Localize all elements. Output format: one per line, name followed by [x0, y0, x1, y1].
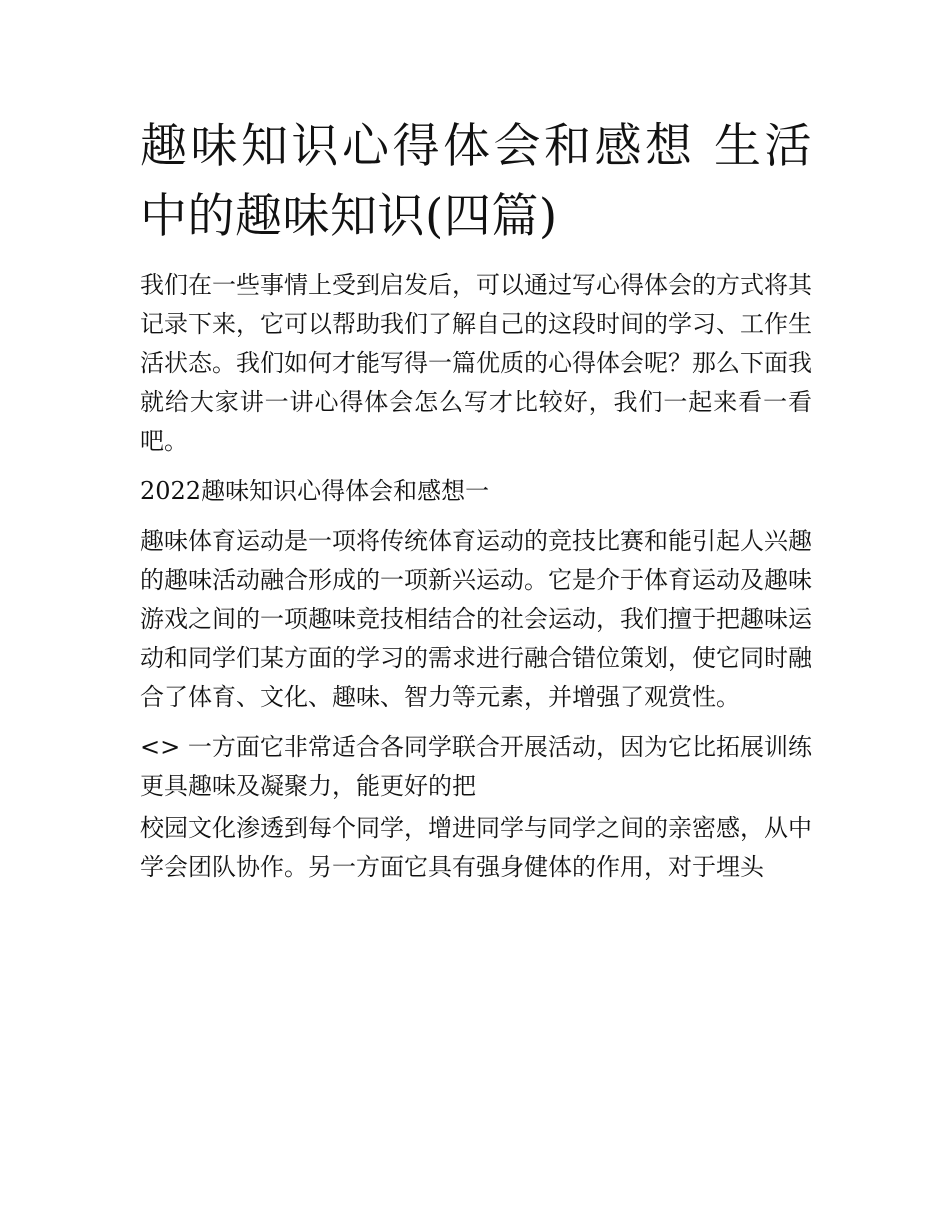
document-page	[140, 112, 812, 898]
intro-paragraph: 我们在一些事情上受到启发后，可以通过写心得体会的方式将其记录下来，它可以帮助我们了解自己的这段时间的学习、工作生活状态。我们如何才能写得一篇优质的心得体会呢？那么下面我就给大家讲一讲心得体会怎么写才比较好，我们一起来看一看吧。	[140, 271, 812, 455]
body-paragraph: 趣味体育运动是一项将传统体育运动的竞技比赛和能引起人兴趣的趣味活动融合形成的一项新兴运动。它是介于体育运动及趣味游戏之间的一项趣味竞技相结合的社会运动，我们擅于把趣味运动和同学们某方面的学习的需求进行融合错位策划，使它同时融合了体育、文化、趣味、智力等元素，并增强了观赏性。	[140, 527, 812, 711]
body-paragraph: 校园文化渗透到每个同学，增进同学与同学之间的亲密感，从中学会团队协作。另一方面它具有强身健体的作用，对于埋头	[140, 814, 812, 881]
section-heading: 2022趣味知识心得体会和感想一	[140, 477, 490, 505]
document-title: 趣味知识心得体会和感想 生活中的趣味知识(四篇)	[140, 119, 812, 244]
body-paragraph: <> 一方面它非常适合各同学联合开展活动，因为它比拓展训练更具趣味及凝聚力，能更好的把	[140, 733, 812, 800]
